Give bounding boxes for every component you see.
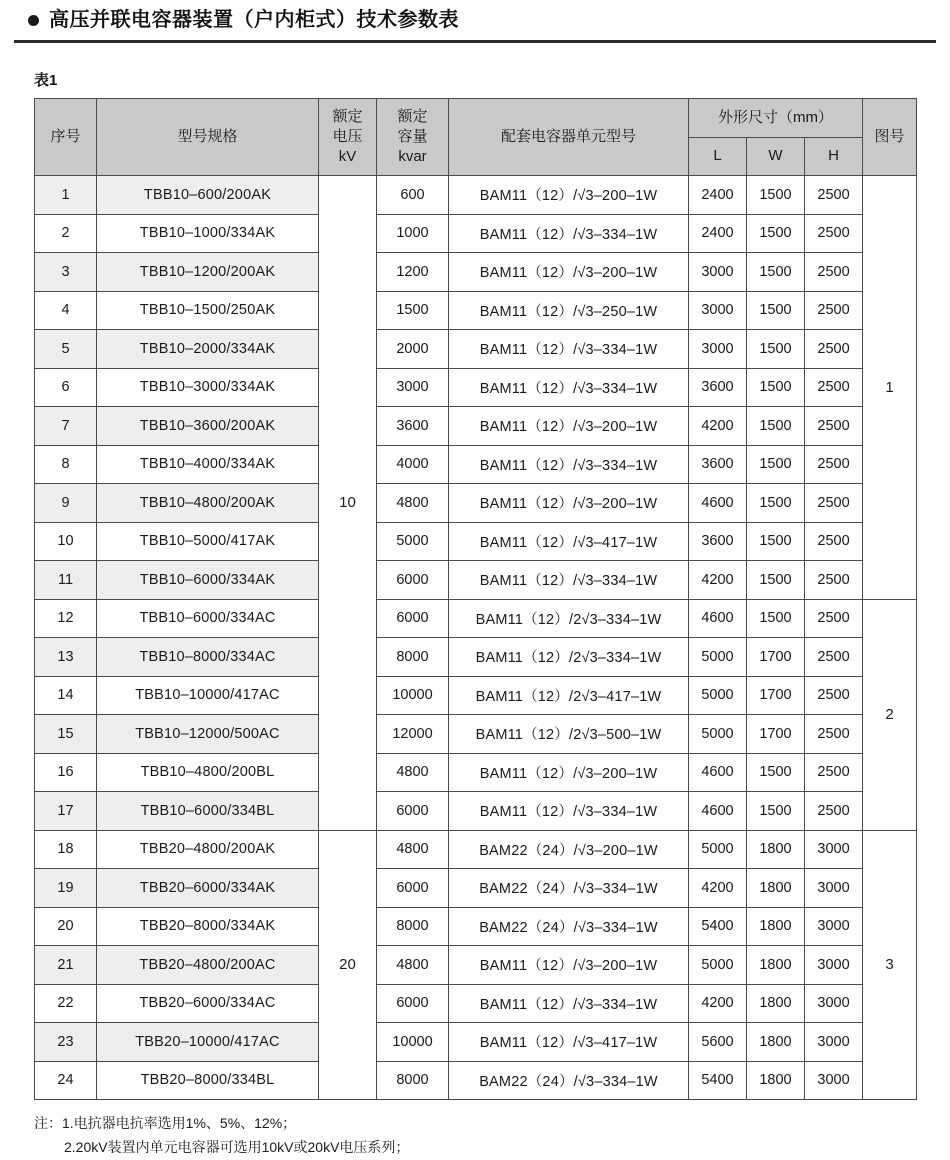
table-row	[35, 869, 917, 908]
cell-dim-h: 2500	[805, 522, 863, 561]
cell-no: 2	[35, 214, 97, 253]
header-model: 型号规格	[97, 99, 319, 176]
table-row	[35, 561, 917, 600]
table-row	[35, 522, 917, 561]
cell-dim-l: 4200	[689, 407, 747, 446]
cell-model: TBB20–4800/200AK	[97, 830, 319, 869]
cell-rated-capacity: 6000	[377, 792, 449, 831]
cell-rated-capacity: 6000	[377, 599, 449, 638]
cell-unit-model: BAM11（12）/√3–200–1W	[449, 484, 689, 523]
cell-dim-l: 4200	[689, 869, 747, 908]
cell-unit-model: BAM11（12）/2√3–417–1W	[449, 676, 689, 715]
cell-unit-model: BAM11（12）/√3–334–1W	[449, 561, 689, 600]
cell-dim-w: 1800	[747, 984, 805, 1023]
table-row	[35, 792, 917, 831]
cell-dim-l: 2400	[689, 214, 747, 253]
cell-no: 7	[35, 407, 97, 446]
table-header-row-1	[35, 99, 917, 138]
cell-dim-w: 1500	[747, 176, 805, 215]
cell-rated-capacity: 1500	[377, 291, 449, 330]
document-header	[14, 0, 936, 43]
cell-dim-h: 2500	[805, 330, 863, 369]
cell-dim-h: 2500	[805, 407, 863, 446]
header-dim-l: L	[689, 137, 747, 176]
cell-unit-model: BAM11（12）/√3–200–1W	[449, 407, 689, 446]
cell-dim-l: 5000	[689, 830, 747, 869]
header-rated-capacity	[377, 99, 449, 176]
cell-dim-h: 3000	[805, 946, 863, 985]
cell-dim-h: 3000	[805, 1061, 863, 1100]
cell-no: 13	[35, 638, 97, 677]
cell-no: 6	[35, 368, 97, 407]
cell-no: 18	[35, 830, 97, 869]
cell-dim-l: 3000	[689, 291, 747, 330]
table-row	[35, 599, 917, 638]
cell-dim-w: 1500	[747, 253, 805, 292]
cell-dim-h: 2500	[805, 214, 863, 253]
cell-dim-l: 5000	[689, 715, 747, 754]
cell-dim-h: 2500	[805, 291, 863, 330]
cell-rated-capacity: 2000	[377, 330, 449, 369]
cell-model: TBB10–3000/334AK	[97, 368, 319, 407]
cell-unit-model: BAM11（12）/√3–200–1W	[449, 753, 689, 792]
cell-model: TBB10–6000/334BL	[97, 792, 319, 831]
page-title: 高压并联电容器装置（户内柜式）技术参数表	[49, 9, 459, 31]
table-body	[35, 176, 917, 1100]
cell-model: TBB10–1000/334AK	[97, 214, 319, 253]
cell-dim-l: 3600	[689, 368, 747, 407]
cell-no: 19	[35, 869, 97, 908]
table-row	[35, 445, 917, 484]
table-row	[35, 715, 917, 754]
cell-no: 5	[35, 330, 97, 369]
table-row	[35, 291, 917, 330]
cell-dim-w: 1700	[747, 638, 805, 677]
cell-dim-l: 4200	[689, 984, 747, 1023]
notes-block	[34, 1112, 916, 1160]
cell-unit-model: BAM11（12）/2√3–334–1W	[449, 638, 689, 677]
cell-unit-model: BAM11（12）/√3–334–1W	[449, 984, 689, 1023]
cell-unit-model: BAM11（12）/√3–334–1W	[449, 792, 689, 831]
spec-table-wrapper	[34, 98, 916, 1100]
cell-model: TBB20–8000/334AK	[97, 907, 319, 946]
cell-dim-h: 2500	[805, 445, 863, 484]
cell-unit-model: BAM11（12）/√3–334–1W	[449, 214, 689, 253]
cell-unit-model: BAM11（12）/√3–200–1W	[449, 253, 689, 292]
cell-figure-no: 2	[863, 599, 917, 830]
cell-rated-voltage: 10	[319, 176, 377, 831]
cell-rated-capacity: 6000	[377, 561, 449, 600]
cell-rated-capacity: 1000	[377, 214, 449, 253]
header-dim-h: H	[805, 137, 863, 176]
cell-rated-capacity: 4800	[377, 484, 449, 523]
header-rated-voltage	[319, 99, 377, 176]
table-row	[35, 638, 917, 677]
table-row	[35, 830, 917, 869]
cell-unit-model: BAM22（24）/√3–334–1W	[449, 869, 689, 908]
cell-dim-h: 2500	[805, 715, 863, 754]
cell-rated-capacity: 4800	[377, 753, 449, 792]
cell-dim-w: 1500	[747, 330, 805, 369]
table-row	[35, 984, 917, 1023]
header-rated-capacity-unit: kvar	[398, 148, 427, 166]
cell-no: 21	[35, 946, 97, 985]
note-line-1: 注：1.电抗器电抗率选用1%、5%、12%；	[34, 1115, 297, 1131]
cell-figure-no: 3	[863, 830, 917, 1100]
cell-no: 20	[35, 907, 97, 946]
cell-unit-model: BAM22（24）/√3–334–1W	[449, 1061, 689, 1100]
cell-unit-model: BAM11（12）/√3–417–1W	[449, 522, 689, 561]
cell-no: 24	[35, 1061, 97, 1100]
table-row	[35, 1061, 917, 1100]
header-rated-voltage-unit: kV	[338, 148, 357, 166]
cell-dim-w: 1500	[747, 753, 805, 792]
cell-rated-capacity: 3000	[377, 368, 449, 407]
cell-dim-h: 3000	[805, 869, 863, 908]
cell-model: TBB20–6000/334AK	[97, 869, 319, 908]
spec-table	[34, 98, 917, 1100]
cell-dim-w: 1500	[747, 368, 805, 407]
cell-unit-model: BAM11（12）/2√3–500–1W	[449, 715, 689, 754]
header-rated-voltage-l1: 额定	[332, 107, 363, 125]
cell-no: 10	[35, 522, 97, 561]
table-row	[35, 407, 917, 446]
cell-dim-l: 5000	[689, 946, 747, 985]
cell-dim-h: 2500	[805, 638, 863, 677]
cell-dim-h: 3000	[805, 1023, 863, 1062]
cell-dim-l: 3600	[689, 522, 747, 561]
cell-unit-model: BAM11（12）/√3–334–1W	[449, 368, 689, 407]
cell-dim-h: 2500	[805, 676, 863, 715]
cell-rated-capacity: 8000	[377, 1061, 449, 1100]
cell-dim-l: 5400	[689, 1061, 747, 1100]
cell-dim-w: 1500	[747, 445, 805, 484]
cell-dim-w: 1500	[747, 407, 805, 446]
header-unit-model: 配套电容器单元型号	[449, 99, 689, 176]
cell-dim-h: 2500	[805, 253, 863, 292]
cell-rated-capacity: 600	[377, 176, 449, 215]
cell-dim-h: 2500	[805, 599, 863, 638]
cell-dim-h: 2500	[805, 484, 863, 523]
cell-model: TBB20–10000/417AC	[97, 1023, 319, 1062]
cell-dim-h: 3000	[805, 984, 863, 1023]
table-row	[35, 676, 917, 715]
cell-dim-h: 3000	[805, 907, 863, 946]
cell-dim-h: 3000	[805, 830, 863, 869]
cell-figure-no: 1	[863, 176, 917, 600]
cell-unit-model: BAM11（12）/2√3–334–1W	[449, 599, 689, 638]
cell-dim-l: 2400	[689, 176, 747, 215]
header-figure-no: 图号	[863, 99, 917, 176]
cell-dim-l: 4600	[689, 753, 747, 792]
cell-unit-model: BAM11（12）/√3–250–1W	[449, 291, 689, 330]
cell-dim-w: 1800	[747, 1061, 805, 1100]
table-row	[35, 1023, 917, 1062]
cell-rated-voltage: 20	[319, 830, 377, 1100]
table-row	[35, 253, 917, 292]
cell-no: 8	[35, 445, 97, 484]
cell-no: 9	[35, 484, 97, 523]
cell-dim-h: 2500	[805, 792, 863, 831]
cell-dim-l: 4600	[689, 792, 747, 831]
cell-dim-l: 4600	[689, 484, 747, 523]
cell-model: TBB10–4800/200AK	[97, 484, 319, 523]
table-row	[35, 330, 917, 369]
cell-dim-w: 1500	[747, 484, 805, 523]
cell-rated-capacity: 1200	[377, 253, 449, 292]
cell-model: TBB10–3600/200AK	[97, 407, 319, 446]
cell-dim-w: 1800	[747, 907, 805, 946]
cell-model: TBB20–4800/200AC	[97, 946, 319, 985]
cell-model: TBB10–6000/334AK	[97, 561, 319, 600]
cell-dim-l: 3600	[689, 445, 747, 484]
cell-dim-w: 1700	[747, 715, 805, 754]
cell-rated-capacity: 10000	[377, 1023, 449, 1062]
cell-dim-l: 5000	[689, 638, 747, 677]
cell-dim-w: 1800	[747, 869, 805, 908]
cell-dim-h: 2500	[805, 368, 863, 407]
cell-dim-w: 1500	[747, 522, 805, 561]
cell-model: TBB10–1500/250AK	[97, 291, 319, 330]
cell-dim-l: 4600	[689, 599, 747, 638]
table-row	[35, 753, 917, 792]
cell-no: 23	[35, 1023, 97, 1062]
cell-dim-w: 1500	[747, 214, 805, 253]
cell-no: 17	[35, 792, 97, 831]
cell-rated-capacity: 6000	[377, 869, 449, 908]
cell-rated-capacity: 6000	[377, 984, 449, 1023]
table-label: 表1	[34, 72, 58, 89]
cell-model: TBB10–5000/417AK	[97, 522, 319, 561]
cell-model: TBB10–600/200AK	[97, 176, 319, 215]
table-row	[35, 946, 917, 985]
header-rated-capacity-l2: 容量	[397, 127, 428, 145]
cell-rated-capacity: 10000	[377, 676, 449, 715]
header-rated-voltage-l2: 电压	[332, 127, 363, 145]
table-row	[35, 484, 917, 523]
cell-unit-model: BAM11（12）/√3–200–1W	[449, 946, 689, 985]
cell-unit-model: BAM11（12）/√3–417–1W	[449, 1023, 689, 1062]
cell-unit-model: BAM11（12）/√3–334–1W	[449, 445, 689, 484]
cell-model: TBB20–6000/334AC	[97, 984, 319, 1023]
cell-dim-w: 1700	[747, 676, 805, 715]
cell-dim-w: 1500	[747, 599, 805, 638]
cell-dim-w: 1500	[747, 792, 805, 831]
cell-no: 22	[35, 984, 97, 1023]
cell-dim-w: 1800	[747, 946, 805, 985]
cell-model: TBB10–2000/334AK	[97, 330, 319, 369]
cell-rated-capacity: 8000	[377, 907, 449, 946]
cell-unit-model: BAM11（12）/√3–200–1W	[449, 176, 689, 215]
header-no: 序号	[35, 99, 97, 176]
note-line-2: 2.20kV装置内单元电容器可选用10kV或20kV电压系列；	[64, 1138, 410, 1155]
cell-rated-capacity: 3600	[377, 407, 449, 446]
cell-dim-h: 2500	[805, 561, 863, 600]
cell-dim-l: 5000	[689, 676, 747, 715]
cell-dim-h: 2500	[805, 753, 863, 792]
cell-model: TBB10–1200/200AK	[97, 253, 319, 292]
cell-no: 1	[35, 176, 97, 215]
cell-dim-l: 4200	[689, 561, 747, 600]
cell-dim-w: 1500	[747, 561, 805, 600]
cell-rated-capacity: 12000	[377, 715, 449, 754]
table-row	[35, 214, 917, 253]
cell-unit-model: BAM22（24）/√3–334–1W	[449, 907, 689, 946]
table-row	[35, 176, 917, 215]
cell-model: TBB10–8000/334AC	[97, 638, 319, 677]
cell-no: 14	[35, 676, 97, 715]
cell-rated-capacity: 5000	[377, 522, 449, 561]
cell-dim-l: 3000	[689, 330, 747, 369]
cell-no: 11	[35, 561, 97, 600]
cell-model: TBB10–4800/200BL	[97, 753, 319, 792]
cell-rated-capacity: 4800	[377, 946, 449, 985]
cell-dim-h: 2500	[805, 176, 863, 215]
cell-dim-w: 1800	[747, 830, 805, 869]
cell-rated-capacity: 4800	[377, 830, 449, 869]
cell-dim-l: 5400	[689, 907, 747, 946]
cell-unit-model: BAM22（24）/√3–200–1W	[449, 830, 689, 869]
cell-no: 12	[35, 599, 97, 638]
table-head	[35, 99, 917, 176]
table-row	[35, 907, 917, 946]
cell-model: TBB20–8000/334BL	[97, 1061, 319, 1100]
header-dimensions: 外形尺寸（mm）	[689, 99, 863, 138]
cell-model: TBB10–12000/500AC	[97, 715, 319, 754]
cell-dim-l: 5600	[689, 1023, 747, 1062]
cell-dim-l: 3000	[689, 253, 747, 292]
header-rated-capacity-l1: 额定	[397, 107, 428, 125]
cell-no: 3	[35, 253, 97, 292]
cell-unit-model: BAM11（12）/√3–334–1W	[449, 330, 689, 369]
table-row	[35, 368, 917, 407]
cell-rated-capacity: 8000	[377, 638, 449, 677]
cell-no: 15	[35, 715, 97, 754]
cell-dim-w: 1500	[747, 291, 805, 330]
header-dim-w: W	[747, 137, 805, 176]
bullet-dot-icon	[28, 15, 39, 26]
cell-model: TBB10–10000/417AC	[97, 676, 319, 715]
cell-model: TBB10–6000/334AC	[97, 599, 319, 638]
cell-rated-capacity: 4000	[377, 445, 449, 484]
cell-no: 4	[35, 291, 97, 330]
cell-model: TBB10–4000/334AK	[97, 445, 319, 484]
cell-no: 16	[35, 753, 97, 792]
cell-dim-w: 1800	[747, 1023, 805, 1062]
